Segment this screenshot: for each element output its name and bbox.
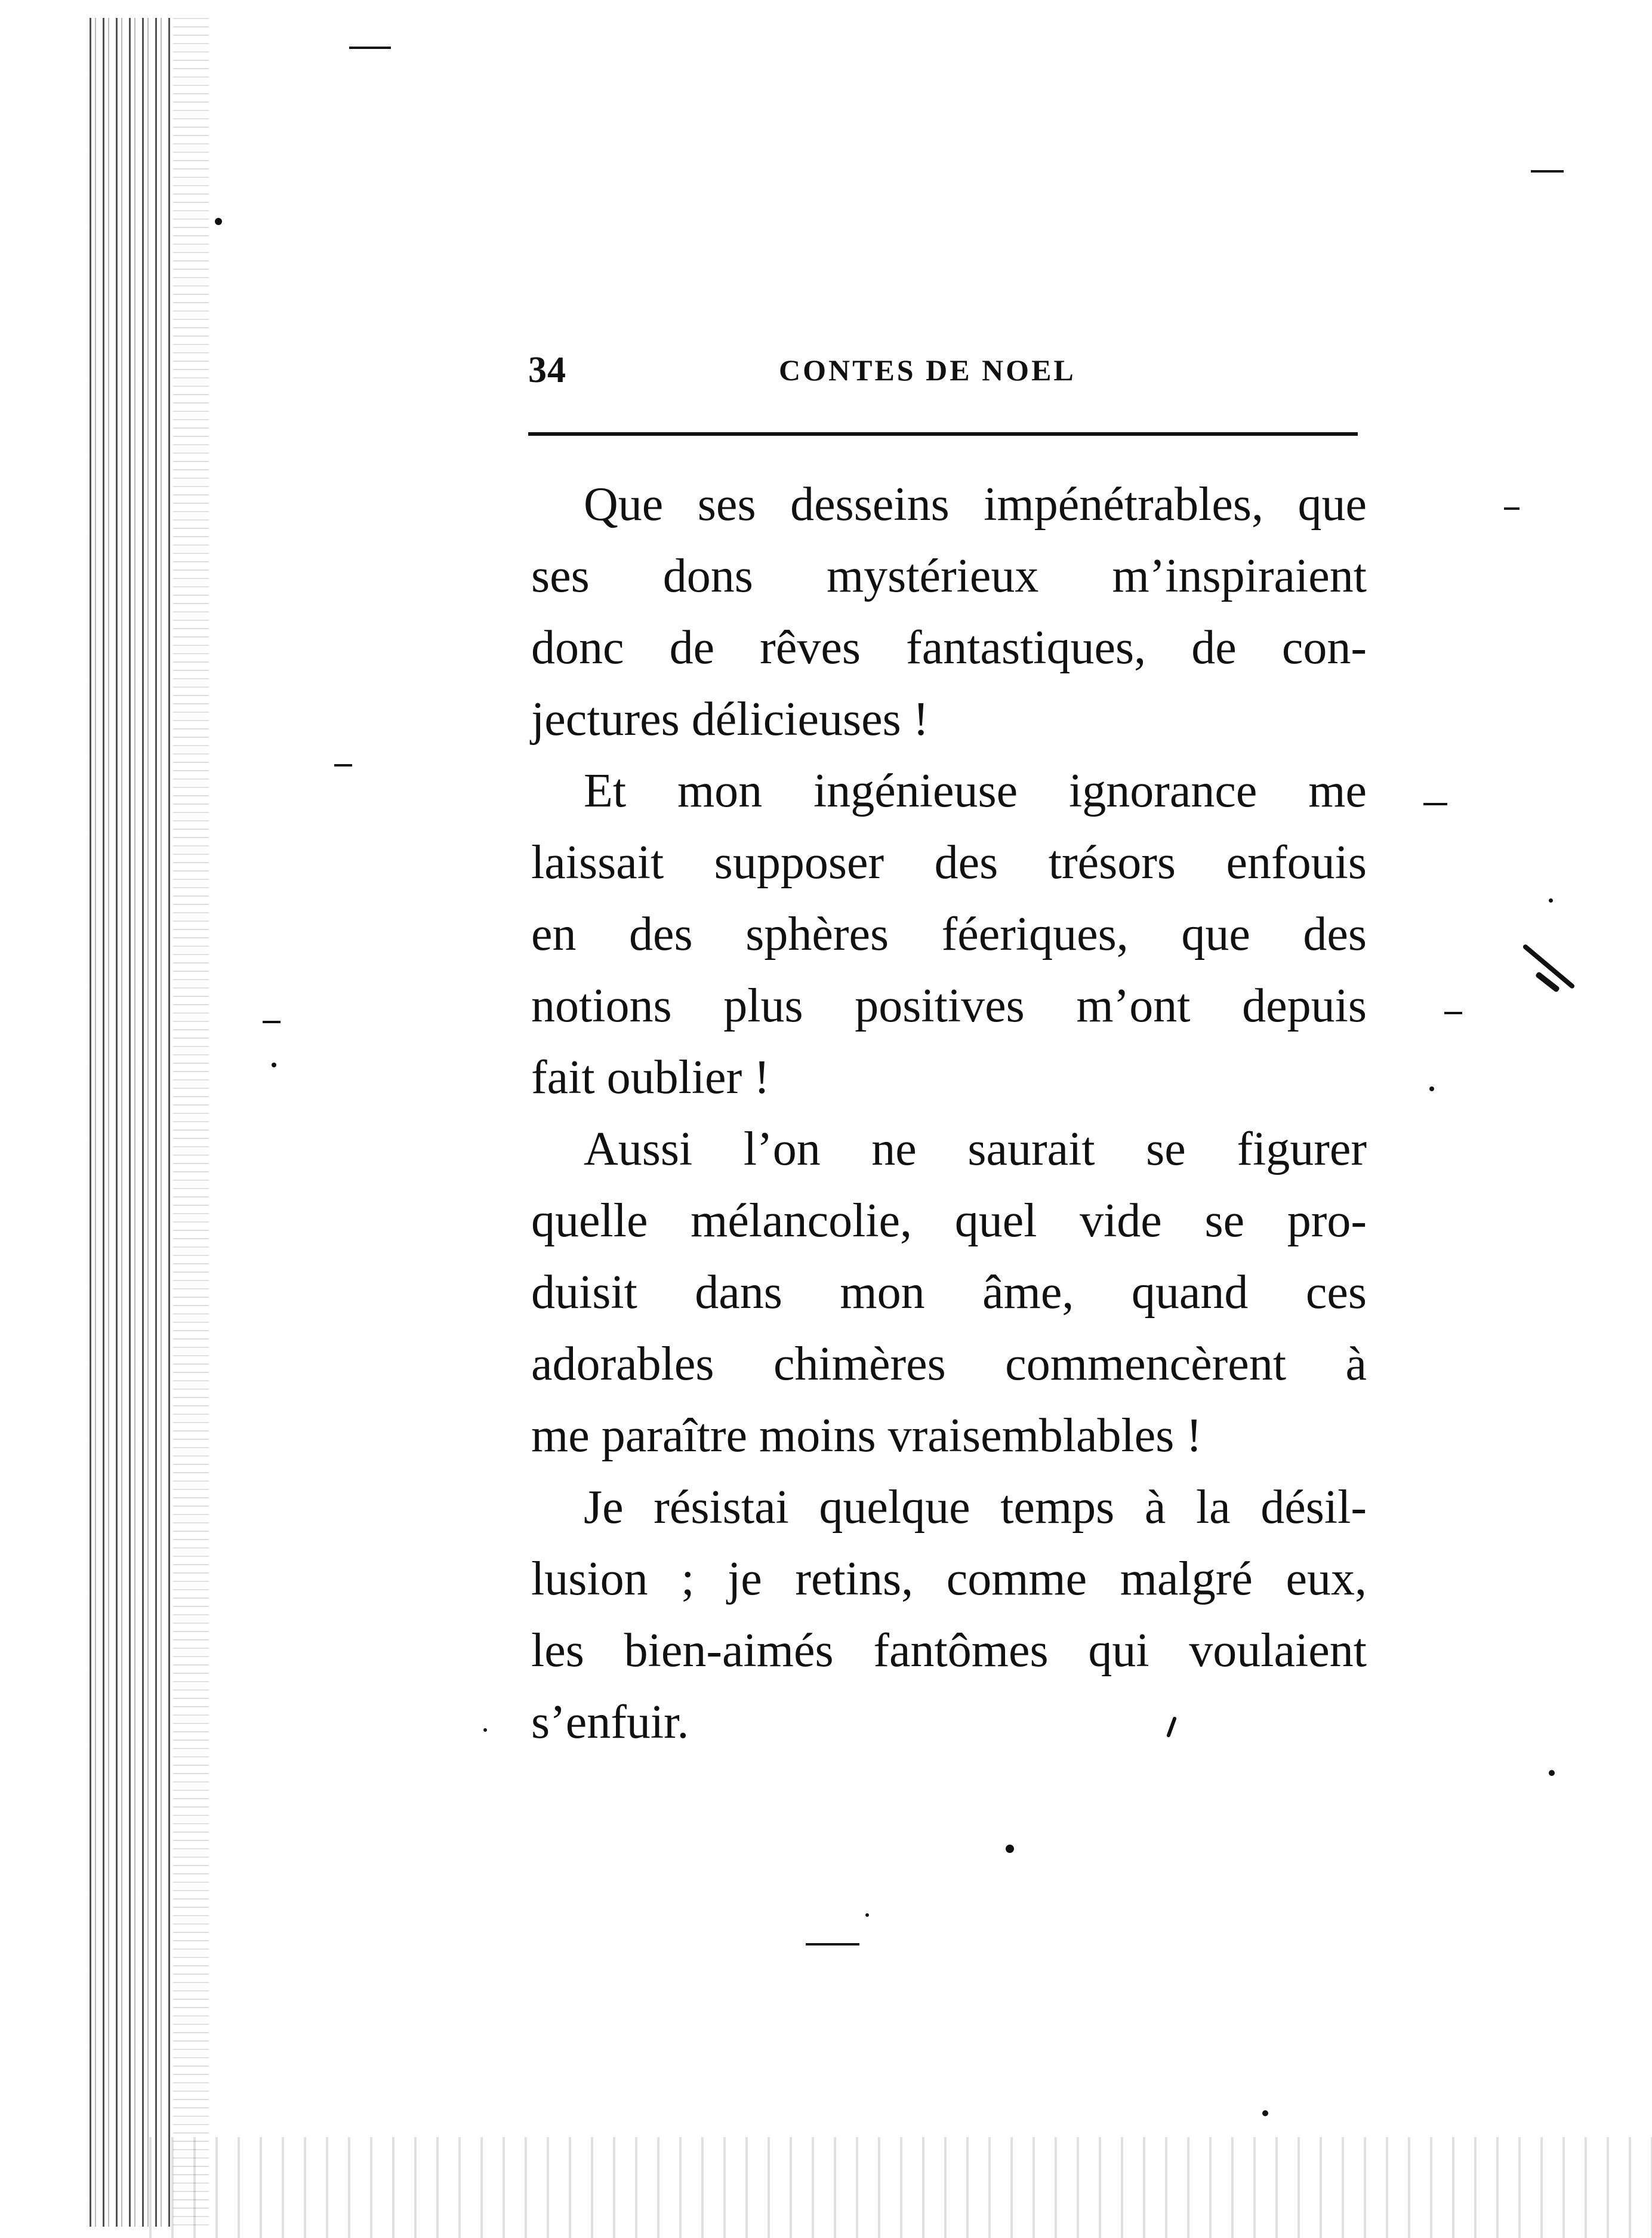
scan-dash xyxy=(1444,1012,1462,1014)
paragraph-3-line-1: Aussi l’on ne saurait se figurer xyxy=(584,1123,1367,1175)
paragraph-4-line-1: Je résistai quelque temps à la désil- xyxy=(584,1481,1367,1534)
scan-speck xyxy=(1006,1845,1014,1853)
scan-speck xyxy=(215,218,222,225)
paragraph-4-line-3: les bien-aimés fantômes qui voulaient xyxy=(531,1624,1367,1677)
paragraph-2-line-4: notions plus positives m’ont depuis xyxy=(531,980,1367,1032)
scan-speck xyxy=(1549,1770,1555,1776)
paragraph-1-line-4: jectures délicieuses ! xyxy=(531,693,929,746)
paragraph-1-line-2: ses dons mystérieux m’inspiraient xyxy=(531,550,1367,602)
paragraph-1-line-3: donc de rêves fantastiques, de con- xyxy=(531,621,1367,674)
scanned-binding-edge xyxy=(90,18,173,2227)
paragraph-4-line-2: lusion ; je retins, comme malgré eux, xyxy=(531,1553,1367,1605)
paragraph-1-line-1: Que ses desseins impénétrables, que xyxy=(584,478,1367,531)
running-title: CONTES DE NOEL xyxy=(779,353,1076,387)
scan-dash xyxy=(334,764,352,766)
paragraph-4-line-4: s’enfuir. xyxy=(531,1696,689,1748)
scan-dash xyxy=(349,47,391,49)
scan-dash xyxy=(1423,803,1447,805)
paragraph-3-line-4: adorables chimères commencèrent à xyxy=(531,1338,1367,1390)
paragraph-2-line-1: Et mon ingénieuse ignorance me xyxy=(584,765,1367,817)
header-rule xyxy=(528,432,1358,436)
paragraph-3-line-3: duisit dans mon âme, quand ces xyxy=(531,1266,1367,1319)
paragraph-2-line-3: en des sphères féeriques, que des xyxy=(531,908,1367,961)
scan-speck xyxy=(1262,2110,1268,2116)
binding-shadow xyxy=(173,18,209,2227)
paragraph-3-line-5: me paraître moins vraisemblables ! xyxy=(531,1409,1203,1462)
scan-speck xyxy=(1549,898,1553,903)
page-header xyxy=(528,349,1358,397)
scan-speck xyxy=(483,1728,487,1732)
scan-dash xyxy=(806,1943,859,1945)
scan-dash xyxy=(1531,170,1564,173)
scan-speck xyxy=(1429,1086,1434,1091)
scan-speck xyxy=(272,1063,276,1067)
body-text xyxy=(531,469,1367,1758)
paragraph-3-line-2: quelle mélancolie, quel vide se pro- xyxy=(531,1195,1367,1247)
paragraph-2-line-2: laissait supposer des trésors enfouis xyxy=(531,836,1367,889)
page-number: 34 xyxy=(528,350,566,390)
paragraph-2-line-5: fait oublier ! xyxy=(531,1051,770,1104)
scanned-bottom-edge xyxy=(149,2137,1652,2238)
scan-speck xyxy=(865,1913,869,1917)
scan-dash xyxy=(263,1021,281,1023)
scan-dash xyxy=(1504,507,1520,510)
